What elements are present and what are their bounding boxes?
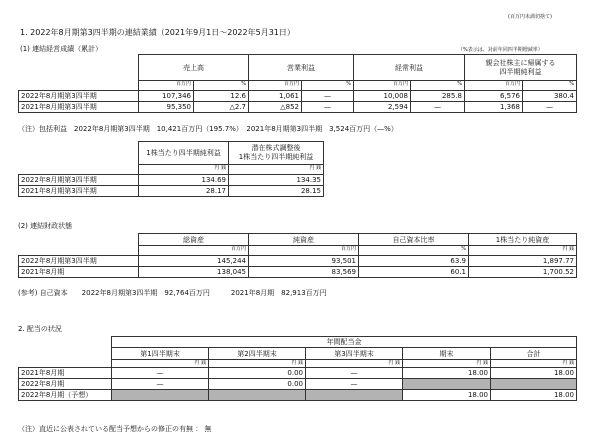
unit-cell: %: [411, 81, 465, 91]
shaded-cell: [112, 390, 209, 401]
col-sales: 売上高: [139, 55, 249, 81]
results-table: [18, 54, 577, 113]
eps-table: [18, 141, 324, 197]
cell: —: [306, 368, 403, 379]
col-net-income: 親会社株主に帰属する 四半期純利益: [465, 55, 577, 81]
table-row: [19, 379, 577, 390]
shaded-cell: [491, 379, 577, 390]
row-label: 2022年8月期第3四半期: [19, 91, 139, 102]
table-row: [19, 267, 577, 278]
cell: 12.6: [194, 91, 249, 102]
unit-cell: %: [302, 81, 354, 91]
financial-position-table: [18, 233, 577, 278]
cell: 107,346: [139, 91, 194, 102]
cell: —: [302, 91, 354, 102]
cell: 10,008: [354, 91, 411, 102]
comprehensive-income-note: （注）包括利益 2022年8月期第3四半期 10,421百万円（195.7%） 2021年8月期第3四半期 3,524百万円（―%）: [18, 125, 398, 133]
col-year-end: 期末: [403, 348, 491, 360]
page-title: 1. 2022年8月期第3四半期の連結業績（2021年9月1日～2022年5月31日）: [20, 28, 295, 37]
shaded-cell: [403, 379, 491, 390]
cell: 63.9: [359, 256, 469, 267]
col-diluted-eps: 潜在株式調整後 1株当たり四半期純利益: [229, 142, 324, 165]
cell: 285.8: [411, 91, 465, 102]
col-ordinary-income: 経常利益: [354, 55, 465, 81]
cell: △852: [249, 102, 302, 113]
table-row: [19, 256, 577, 267]
unit-cell: 百万円: [249, 81, 302, 91]
row-label: 2022年8月期第3四半期: [19, 256, 139, 267]
section1-heading: (1) 連結経営成績（累計）: [20, 45, 103, 53]
unit-cell: 円 銭: [209, 360, 306, 368]
cell: 138,045: [139, 267, 249, 278]
cell: 134.69: [139, 175, 229, 186]
cell: 380.4: [523, 91, 577, 102]
unit-cell: %: [359, 246, 469, 256]
cell: 1,897.77: [469, 256, 577, 267]
section2-heading: (2) 連結財政状態: [18, 222, 73, 230]
cell: 145,244: [139, 256, 249, 267]
unit-cell: 百万円: [139, 246, 249, 256]
col-net-assets: 純資産: [249, 234, 359, 246]
unit-cell: %: [194, 81, 249, 91]
cell: 93,501: [249, 256, 359, 267]
cell: 95,350: [139, 102, 194, 113]
cell: 0.00: [209, 368, 306, 379]
col-total-assets: 総資産: [139, 234, 249, 246]
table-row: [19, 368, 577, 379]
cell: 18.00: [403, 368, 491, 379]
cell: 18.00: [403, 390, 491, 401]
row-label: 2022年8月期: [19, 379, 112, 390]
row-label: 2021年8月期: [19, 267, 139, 278]
row-label: 2022年8月期（予想）: [19, 390, 112, 401]
unit-cell: 百万円: [139, 81, 194, 91]
cell: —: [306, 379, 403, 390]
cell: 2,594: [354, 102, 411, 113]
cell: 1,061: [249, 91, 302, 102]
cell: 28.15: [229, 186, 324, 197]
col-q2: 第2四半期末: [209, 348, 306, 360]
unit-note: (百万円未満切捨て): [508, 14, 552, 20]
cell: —: [411, 102, 465, 113]
unit-cell: 円 銭: [139, 165, 229, 175]
cell: —: [302, 102, 354, 113]
cell: —: [523, 102, 577, 113]
cell: 0.00: [209, 379, 306, 390]
unit-cell: 百万円: [465, 81, 523, 91]
unit-cell: %: [523, 81, 577, 91]
unit-cell: 百万円: [249, 246, 359, 256]
equity-reference: (参考) 自己資本 2022年8月期第3四半期 92,764百万円 2021年8月期 82,913百万円: [18, 289, 327, 297]
unit-cell: 円 銭: [403, 360, 491, 368]
pct-note: （%表示は、対前年同四半期増減率）: [458, 47, 543, 53]
row-label: 2022年8月期第3四半期: [19, 175, 139, 186]
unit-cell: 円 銭: [306, 360, 403, 368]
row-label: 2021年8月期: [19, 368, 112, 379]
col-eps: 1株当たり四半期純利益: [139, 142, 229, 165]
annual-dividend-header: 年間配当金: [112, 337, 577, 348]
dividend-forecast-note: （注）直近に公表されている配当予想からの修正の有無 ： 無: [18, 425, 212, 433]
cell: 1,700.52: [469, 267, 577, 278]
cell: 60.1: [359, 267, 469, 278]
col-q1: 第1四半期末: [112, 348, 209, 360]
cell: 18.00: [491, 368, 577, 379]
cell: 134.35: [229, 175, 324, 186]
cell: —: [112, 368, 209, 379]
table-row: [19, 186, 324, 197]
cell: 28.17: [139, 186, 229, 197]
table-row: [19, 102, 577, 113]
unit-cell: 円 銭: [229, 165, 324, 175]
unit-cell: 円 銭: [491, 360, 577, 368]
row-label: 2021年8月期第3四半期: [19, 186, 139, 197]
unit-cell: 円 銭: [112, 360, 209, 368]
unit-cell: 円 銭: [469, 246, 577, 256]
col-operating-income: 営業利益: [249, 55, 354, 81]
dividends-table: [18, 336, 577, 401]
table-row: [19, 390, 577, 401]
col-equity-ratio: 自己資本比率: [359, 234, 469, 246]
cell: 83,569: [249, 267, 359, 278]
col-total: 合計: [491, 348, 577, 360]
unit-cell: 百万円: [354, 81, 411, 91]
shaded-cell: [209, 390, 306, 401]
cell: △2.7: [194, 102, 249, 113]
table-row: [19, 175, 324, 186]
cell: 6,576: [465, 91, 523, 102]
row-label: 2021年8月期第3四半期: [19, 102, 139, 113]
cell: —: [112, 379, 209, 390]
cell: 1,368: [465, 102, 523, 113]
col-bps: 1株当たり純資産: [469, 234, 577, 246]
shaded-cell: [306, 390, 403, 401]
section3-heading: 2. 配当の状況: [18, 325, 62, 333]
col-q3: 第3四半期末: [306, 348, 403, 360]
cell: 18.00: [491, 390, 577, 401]
table-row: [19, 91, 577, 102]
